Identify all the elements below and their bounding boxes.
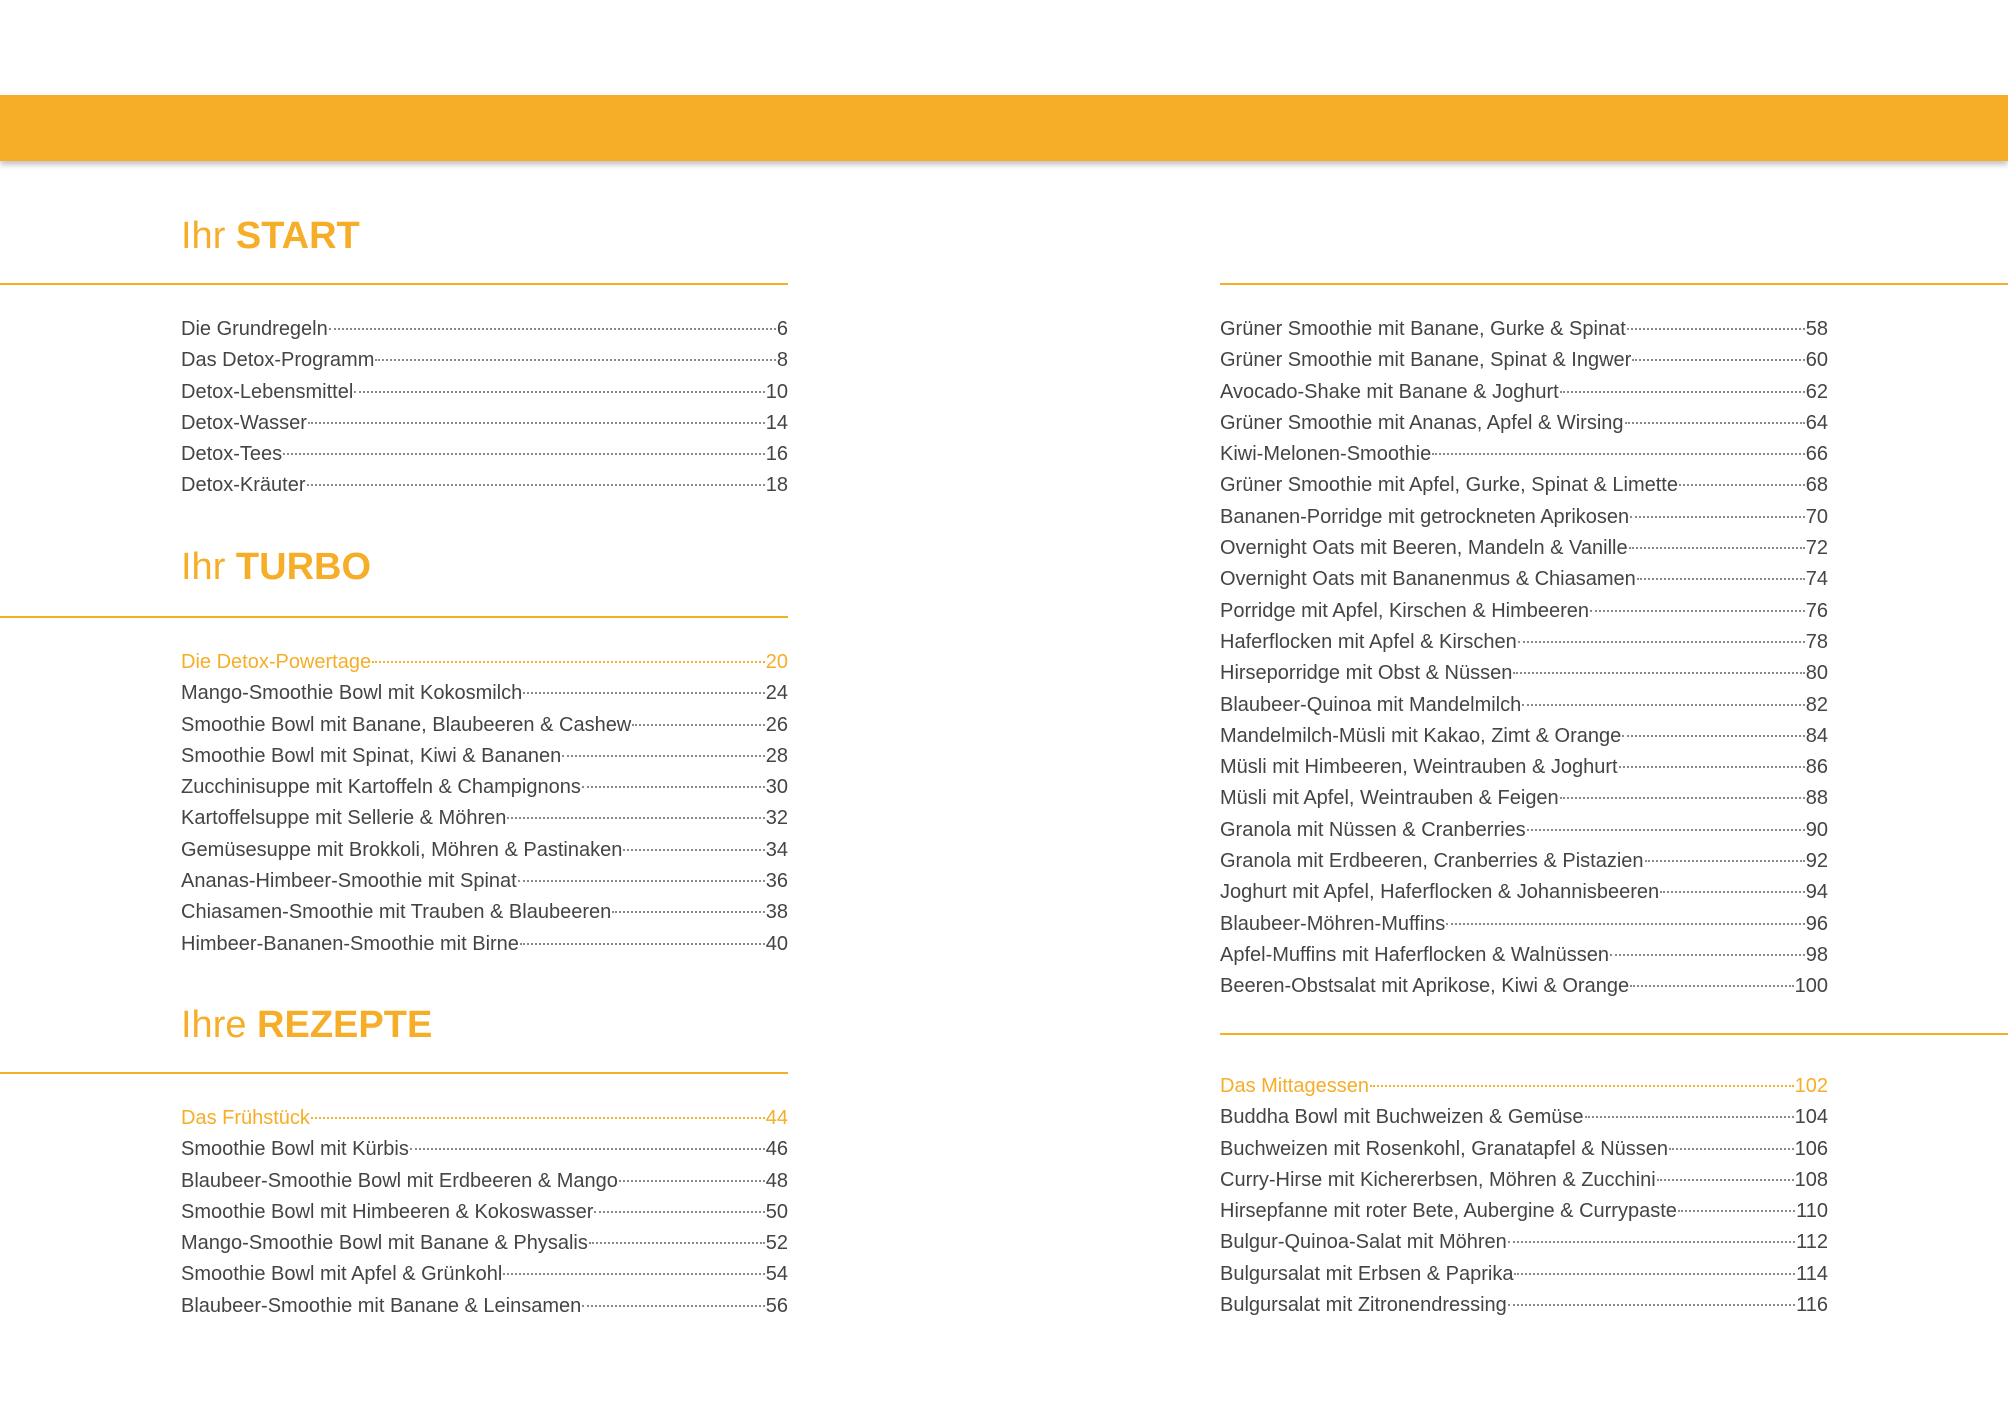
toc-entry xyxy=(181,710,788,741)
toc-entry-page: 18 xyxy=(765,474,788,497)
toc-entry-title: Das Frühstück xyxy=(181,1107,310,1129)
toc-entry-title: Müsli mit Apfel, Weintrauben & Feigen xyxy=(1220,787,1559,810)
dot-leader xyxy=(507,817,764,819)
dot-leader xyxy=(1560,391,1805,393)
toc-entry xyxy=(1220,314,1828,345)
dot-leader xyxy=(1625,422,1805,424)
section-rule-mittagessen xyxy=(1220,1033,2008,1035)
heading-keyword: REZEPTE xyxy=(257,1004,433,1046)
toc-entry xyxy=(1220,1134,1828,1165)
dot-leader xyxy=(562,755,765,757)
toc-entry-title: Joghurt mit Apfel, Haferflocken & Johannisbeeren xyxy=(1220,881,1660,904)
toc-entry xyxy=(181,897,788,928)
toc-entry-page: 16 xyxy=(765,443,788,466)
section-rule-fruehstueck-cont xyxy=(1220,283,2008,285)
toc-entry-page: 46 xyxy=(765,1138,788,1161)
toc-entry-title: Himbeer-Bananen-Smoothie mit Birne xyxy=(181,932,519,955)
dot-leader xyxy=(311,1117,765,1119)
toc-entry-page: 112 xyxy=(1796,1231,1828,1254)
toc-entry-page: 20 xyxy=(765,651,788,673)
toc-entry xyxy=(1220,940,1828,971)
dot-leader xyxy=(307,484,765,486)
toc-entry xyxy=(1220,909,1828,940)
dot-leader xyxy=(1678,1210,1795,1212)
toc-entry xyxy=(1220,815,1828,846)
toc-list-start xyxy=(181,314,788,502)
toc-entry-title: Beeren-Obstsalat mit Aprikose, Kiwi & Orange xyxy=(1220,975,1630,998)
toc-entry-title: Hirsepfanne mit roter Bete, Aubergine & Currypaste xyxy=(1220,1200,1677,1223)
dot-leader xyxy=(1527,829,1805,831)
toc-entry-page: 24 xyxy=(765,682,788,705)
dot-leader xyxy=(1632,359,1804,361)
dot-leader xyxy=(283,453,765,455)
toc-entry-page: 36 xyxy=(765,870,788,893)
heading-keyword: START xyxy=(235,215,360,257)
toc-entry-title: Bananen-Porridge mit getrockneten Aprikosen xyxy=(1220,505,1630,528)
toc-entry-page: 52 xyxy=(765,1232,788,1255)
dot-leader xyxy=(372,661,765,663)
toc-entry-page: 56 xyxy=(765,1294,788,1317)
toc-entry xyxy=(1220,1165,1828,1196)
toc-entry-title: Grüner Smoothie mit Apfel, Gurke, Spinat & Limette xyxy=(1220,474,1678,497)
toc-entry-page: 86 xyxy=(1805,756,1828,779)
toc-entry-title: Das Detox-Programm xyxy=(181,349,375,372)
toc-entry-page: 54 xyxy=(765,1263,788,1286)
toc-entry-title: Müsli mit Himbeeren, Weintrauben & Joghurt xyxy=(1220,756,1618,779)
dot-leader xyxy=(1370,1085,1794,1087)
toc-entry xyxy=(1220,1102,1828,1133)
toc-entry xyxy=(1220,752,1828,783)
toc-entry-title: Bulgur-Quinoa-Salat mit Möhren xyxy=(1220,1231,1507,1254)
toc-entry-page: 78 xyxy=(1805,630,1828,653)
toc-entry xyxy=(1220,439,1828,470)
toc-entry-page: 76 xyxy=(1805,599,1828,622)
toc-entry xyxy=(1220,345,1828,376)
toc-entry-page: 58 xyxy=(1805,318,1828,340)
toc-entry-page: 28 xyxy=(765,744,788,767)
dot-leader xyxy=(1645,860,1805,862)
dot-leader xyxy=(632,724,764,726)
section-rule-rezepte xyxy=(0,1072,788,1074)
toc-entry-title: Apfel-Muffins mit Haferflocken & Walnüssen xyxy=(1220,943,1610,966)
toc-entry-title: Gemüsesuppe mit Brokkoli, Möhren & Pastinaken xyxy=(181,838,623,861)
toc-entry-page: 48 xyxy=(765,1169,788,1192)
dot-leader xyxy=(523,692,765,694)
toc-entry-page: 80 xyxy=(1805,662,1828,685)
toc-entry-title: Grüner Smoothie mit Banane, Gurke & Spinat xyxy=(1220,318,1626,340)
dot-leader xyxy=(623,849,764,851)
toc-entry-page: 94 xyxy=(1805,881,1828,904)
toc-entry xyxy=(181,345,788,376)
toc-entry xyxy=(181,1259,788,1290)
toc-entry xyxy=(1220,564,1828,595)
dot-leader xyxy=(612,911,765,913)
toc-entry xyxy=(181,1197,788,1228)
dot-leader xyxy=(1446,923,1804,925)
dot-leader xyxy=(1657,1179,1794,1181)
toc-entry xyxy=(181,929,788,960)
dot-leader xyxy=(1522,704,1805,706)
dot-leader xyxy=(1660,891,1805,893)
toc-entry-page: 102 xyxy=(1794,1075,1828,1097)
toc-entry-title: Mango-Smoothie Bowl mit Kokosmilch xyxy=(181,682,523,705)
toc-entry-title: Die Grundregeln xyxy=(181,318,328,340)
toc-entry-page: 96 xyxy=(1805,912,1828,935)
dot-leader xyxy=(1508,1304,1795,1306)
toc-entry-page: 34 xyxy=(765,838,788,861)
toc-entry-title: Smoothie Bowl mit Apfel & Grünkohl xyxy=(181,1263,503,1286)
toc-entry xyxy=(1220,690,1828,721)
toc-entry-title: Zucchinisuppe mit Kartoffeln & Champignons xyxy=(181,776,581,799)
heading-ihr-turbo xyxy=(181,545,371,589)
toc-entry-title: Smoothie Bowl mit Kürbis xyxy=(181,1138,409,1161)
toc-entry-page: 14 xyxy=(765,411,788,434)
heading-prefix: Ihre xyxy=(181,1004,247,1046)
toc-entry xyxy=(1220,533,1828,564)
toc-entry-page: 116 xyxy=(1796,1294,1828,1317)
toc-entry-title: Smoothie Bowl mit Himbeeren & Kokoswasser xyxy=(181,1200,594,1223)
toc-entry xyxy=(1220,1196,1828,1227)
toc-entry xyxy=(181,408,788,439)
section-rule-turbo xyxy=(0,616,788,618)
dot-leader xyxy=(1590,610,1805,612)
dot-leader xyxy=(329,328,776,330)
dot-leader xyxy=(582,1305,765,1307)
toc-entry xyxy=(181,678,788,709)
toc-list-mittagessen xyxy=(1220,1071,1828,1321)
dot-leader xyxy=(582,786,765,788)
toc-entry-page: 92 xyxy=(1805,850,1828,873)
toc-entry-page: 114 xyxy=(1796,1262,1828,1285)
toc-entry-title: Detox-Tees xyxy=(181,443,283,466)
toc-entry-title: Mandelmilch-Müsli mit Kakao, Zimt & Orange xyxy=(1220,724,1622,747)
toc-entry-title: Granola mit Erdbeeren, Cranberries & Pistazien xyxy=(1220,850,1644,873)
heading-ihr-start xyxy=(181,214,360,258)
toc-entry-title: Granola mit Nüssen & Cranberries xyxy=(1220,818,1526,841)
toc-entry xyxy=(1220,971,1828,1002)
toc-entry xyxy=(1220,658,1828,689)
toc-entry-title: Overnight Oats mit Beeren, Mandeln & Vanille xyxy=(1220,537,1628,560)
dot-leader xyxy=(1627,328,1805,330)
toc-entry xyxy=(181,1228,788,1259)
toc-entry-title: Bulgursalat mit Erbsen & Paprika xyxy=(1220,1262,1514,1285)
toc-entry xyxy=(181,647,788,678)
toc-entry-title: Grüner Smoothie mit Banane, Spinat & Ingwer xyxy=(1220,349,1632,372)
toc-entry xyxy=(181,439,788,470)
toc-entry-title: Detox-Kräuter xyxy=(181,474,306,497)
dot-leader xyxy=(1610,954,1805,956)
dot-leader xyxy=(1585,1116,1794,1118)
dot-leader xyxy=(1629,547,1805,549)
dot-leader xyxy=(1637,578,1805,580)
toc-entry xyxy=(181,314,788,345)
toc-entry-title: Kiwi-Melonen-Smoothie xyxy=(1220,443,1432,466)
toc-entry-title: Buddha Bowl mit Buchweizen & Gemüse xyxy=(1220,1106,1584,1129)
dot-leader xyxy=(1514,1273,1795,1275)
header-band xyxy=(0,95,2008,161)
toc-entry-page: 84 xyxy=(1805,724,1828,747)
toc-entry-page: 6 xyxy=(776,318,788,340)
toc-entry-title: Blaubeer-Smoothie mit Banane & Leinsamen xyxy=(181,1294,582,1317)
toc-list-fruehstueck-cont xyxy=(1220,314,1828,1003)
dot-leader xyxy=(518,880,765,882)
toc-entry-title: Overnight Oats mit Bananenmus & Chiasamen xyxy=(1220,568,1636,591)
dot-leader xyxy=(1518,641,1805,643)
toc-entry-title: Kartoffelsuppe mit Sellerie & Möhren xyxy=(181,807,507,830)
toc-list-turbo xyxy=(181,647,788,960)
dot-leader xyxy=(589,1242,765,1244)
toc-entry-page: 100 xyxy=(1794,975,1828,998)
toc-entry-page: 74 xyxy=(1805,568,1828,591)
toc-entry xyxy=(181,866,788,897)
toc-entry-title: Grüner Smoothie mit Ananas, Apfel & Wirsing xyxy=(1220,411,1624,434)
toc-entry-page: 68 xyxy=(1805,474,1828,497)
toc-entry-page: 44 xyxy=(765,1107,788,1129)
dot-leader xyxy=(375,359,775,361)
toc-entry-title: Hirseporridge mit Obst & Nüssen xyxy=(1220,662,1513,685)
toc-entry xyxy=(1220,783,1828,814)
heading-prefix: Ihr xyxy=(181,215,226,257)
toc-entry xyxy=(1220,377,1828,408)
dot-leader xyxy=(1679,484,1805,486)
dot-leader xyxy=(594,1211,764,1213)
toc-entry xyxy=(181,803,788,834)
heading-prefix: Ihr xyxy=(181,546,226,588)
dot-leader xyxy=(1619,766,1805,768)
toc-entry-title: Haferflocken mit Apfel & Kirschen xyxy=(1220,630,1517,653)
toc-entry-title: Mango-Smoothie Bowl mit Banane & Physalis xyxy=(181,1232,588,1255)
toc-entry xyxy=(1220,408,1828,439)
toc-entry xyxy=(181,1103,788,1134)
toc-entry-page: 62 xyxy=(1805,380,1828,403)
toc-entry-title: Das Mittagessen xyxy=(1220,1075,1369,1097)
toc-entry-title: Detox-Lebensmittel xyxy=(181,380,354,403)
toc-entry-page: 30 xyxy=(765,776,788,799)
heading-keyword: TURBO xyxy=(235,546,372,588)
toc-entry-title: Smoothie Bowl mit Spinat, Kiwi & Bananen xyxy=(181,744,562,767)
dot-leader xyxy=(1513,672,1804,674)
dot-leader xyxy=(1630,985,1794,987)
toc-entry-page: 26 xyxy=(765,713,788,736)
toc-entry-title: Smoothie Bowl mit Banane, Blaubeeren & Cashew xyxy=(181,713,632,736)
toc-entry xyxy=(181,835,788,866)
toc-entry-page: 104 xyxy=(1794,1106,1828,1129)
toc-entry-page: 82 xyxy=(1805,693,1828,716)
dot-leader xyxy=(1508,1241,1795,1243)
toc-entry-page: 38 xyxy=(765,901,788,924)
toc-entry xyxy=(181,1291,788,1322)
toc-entry-page: 70 xyxy=(1805,505,1828,528)
dot-leader xyxy=(308,422,765,424)
toc-entry-page: 88 xyxy=(1805,787,1828,810)
toc-entry-title: Detox-Wasser xyxy=(181,411,307,434)
toc-entry-page: 106 xyxy=(1794,1137,1828,1160)
toc-entry xyxy=(1220,596,1828,627)
dot-leader xyxy=(503,1273,764,1275)
toc-entry xyxy=(1220,1071,1828,1102)
toc-entry xyxy=(181,741,788,772)
toc-entry xyxy=(1220,502,1828,533)
toc-entry-title: Blaubeer-Quinoa mit Mandelmilch xyxy=(1220,693,1522,716)
toc-entry xyxy=(181,772,788,803)
toc-entry-page: 110 xyxy=(1796,1200,1828,1223)
dot-leader xyxy=(1630,516,1805,518)
toc-entry-title: Buchweizen mit Rosenkohl, Granatapfel & Nüssen xyxy=(1220,1137,1669,1160)
toc-entry-title: Blaubeer-Möhren-Muffins xyxy=(1220,912,1446,935)
toc-entry xyxy=(1220,846,1828,877)
toc-entry-page: 72 xyxy=(1805,537,1828,560)
toc-entry xyxy=(181,1134,788,1165)
toc-entry-title: Bulgursalat mit Zitronendressing xyxy=(1220,1294,1507,1317)
dot-leader xyxy=(1622,735,1805,737)
toc-entry-page: 10 xyxy=(765,380,788,403)
toc-entry xyxy=(1220,1227,1828,1258)
toc-list-rezepte xyxy=(181,1103,788,1322)
dot-leader xyxy=(410,1148,765,1150)
section-rule-start xyxy=(0,283,788,285)
dot-leader xyxy=(520,943,765,945)
toc-entry-page: 8 xyxy=(776,349,788,372)
toc-entry-page: 64 xyxy=(1805,411,1828,434)
toc-entry-title: Chiasamen-Smoothie mit Trauben & Blaubeeren xyxy=(181,901,612,924)
toc-entry xyxy=(181,470,788,501)
toc-entry xyxy=(181,1166,788,1197)
toc-entry-title: Curry-Hirse mit Kichererbsen, Möhren & Zucchini xyxy=(1220,1168,1656,1191)
toc-entry xyxy=(1220,721,1828,752)
toc-entry-title: Ananas-Himbeer-Smoothie mit Spinat xyxy=(181,870,517,893)
toc-entry xyxy=(1220,627,1828,658)
toc-entry-page: 108 xyxy=(1794,1168,1828,1191)
toc-entry xyxy=(1220,1259,1828,1290)
toc-entry-title: Blaubeer-Smoothie Bowl mit Erdbeeren & Mango xyxy=(181,1169,618,1192)
toc-entry-page: 60 xyxy=(1805,349,1828,372)
dot-leader xyxy=(1669,1148,1794,1150)
toc-entry-page: 98 xyxy=(1805,943,1828,966)
heading-ihre-rezepte xyxy=(181,1003,432,1047)
toc-entry-title: Avocado-Shake mit Banane & Joghurt xyxy=(1220,380,1559,403)
toc-entry-page: 40 xyxy=(765,932,788,955)
dot-leader xyxy=(1432,453,1805,455)
toc-entry xyxy=(1220,877,1828,908)
toc-entry-page: 50 xyxy=(765,1200,788,1223)
toc-entry-title: Porridge mit Apfel, Kirschen & Himbeeren xyxy=(1220,599,1590,622)
toc-entry-page: 90 xyxy=(1805,818,1828,841)
dot-leader xyxy=(354,391,764,393)
toc-entry xyxy=(1220,1290,1828,1321)
toc-entry xyxy=(1220,470,1828,501)
dot-leader xyxy=(619,1180,765,1182)
dot-leader xyxy=(1560,797,1805,799)
toc-entry-page: 66 xyxy=(1805,443,1828,466)
toc-entry-page: 32 xyxy=(765,807,788,830)
toc-entry xyxy=(181,377,788,408)
toc-entry-title: Die Detox-Powertage xyxy=(181,651,372,673)
